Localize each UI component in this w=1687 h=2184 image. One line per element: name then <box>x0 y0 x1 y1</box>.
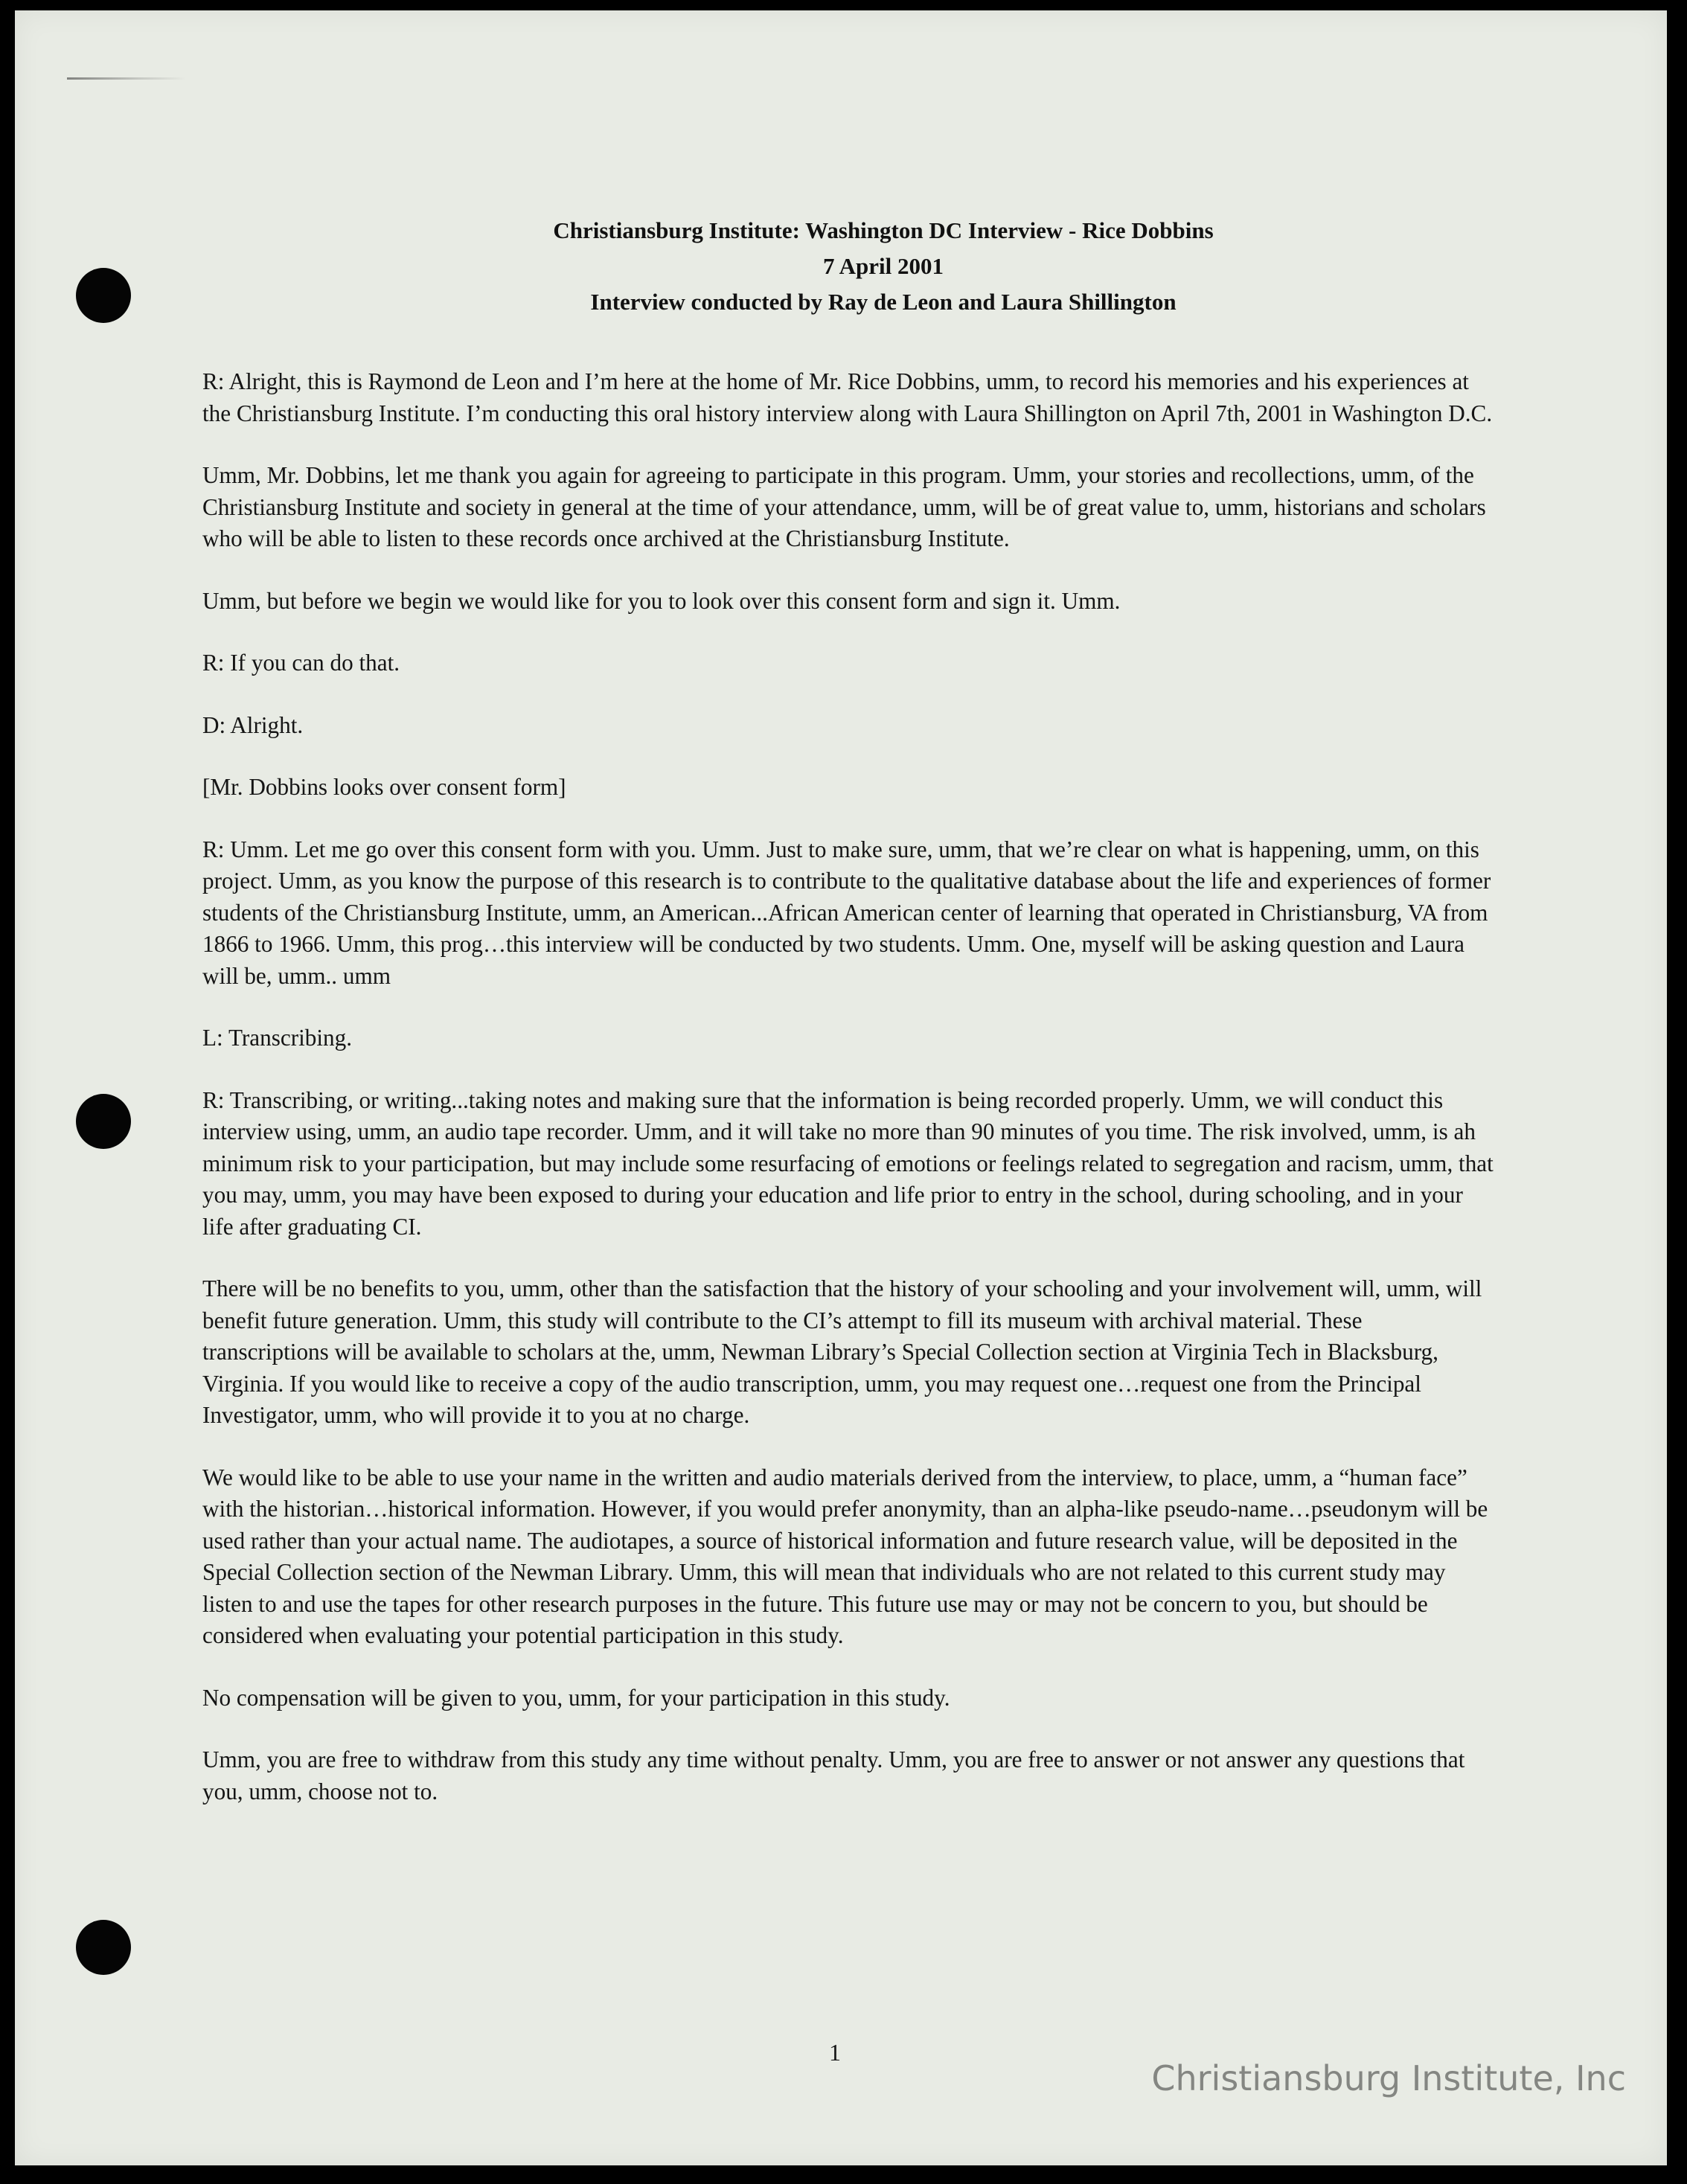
paragraph: Umm, but before we begin we would like for you to look over this consent form and sign it. Umm. <box>202 587 1121 614</box>
paragraph: No compensation will be given to you, umm, for your participation in this study. <box>202 1684 950 1711</box>
paragraph: Umm, you are free to withdraw from this study any time without penalty. Umm, you are free to answer or not answer any questions that you, umm, choose not to. <box>202 1746 1465 1804</box>
paragraph: There will be no benefits to you, umm, other than the satisfaction that the history of your schooling and your involvement will, umm, will benefit future generation. Umm, this study will contribute to the CI’s attempt to fill its museum with archival material. These transcriptions will be available to scholars at the, umm, Newman Library’s Special Collection section at Virginia Tech in Blacksburg, Virginia. If you would like to receive a copy of the audio transcription, umm, you may request one…request one from the Principal Investigator, umm, who will provide it to you at no charge. <box>202 1275 1482 1428</box>
punch-hole-middle <box>76 1094 131 1149</box>
interviewers-line: Interview conducted by Ray de Leon and Laura Shillington <box>590 289 1177 315</box>
paragraph: D: Alright. <box>202 711 304 738</box>
paragraph: R: If you can do that. <box>202 650 400 676</box>
paragraph: R: Transcribing, or writing...taking notes and making sure that the information is being recorded properly. Umm, we will conduct this interview using, umm, an audio tape recorder. Umm, and it will take no more than 90 minutes of you time. The risk involved, umm, is ah minimum risk to your participation, but may include some resurfacing of emotions or feelings related to segregation and racism, umm, that you may, umm, you may have been exposed to during your education and life prior to entry in the school, during schooling, and in your life after graduating CI. <box>202 1086 1494 1240</box>
document-page <box>15 10 1667 2165</box>
punch-hole-bottom <box>76 1920 131 1975</box>
page-number: 1 <box>829 2039 841 2066</box>
pencil-mark <box>67 77 186 80</box>
paragraph: [Mr. Dobbins looks over consent form] <box>202 774 566 800</box>
paragraph: R: Alright, this is Raymond de Leon and I’m here at the home of Mr. Rice Dobbins, umm, to record his memories and his experiences at the Christiansburg Institute. I’m conducting this oral history interview along with Laura Shillington on April 7th, 2001 in Washington D.C. <box>202 368 1493 426</box>
paragraph: L: Transcribing. <box>202 1025 352 1051</box>
transcript-body <box>202 366 1494 1838</box>
document-title: Christiansburg Institute: Washington DC Interview - Rice Dobbins <box>553 217 1214 243</box>
paragraph: We would like to be able to use your name in the written and audio materials derived from the interview, to place, umm, a “human face” with the historian…historical information. However, if you would prefer anonymity, than an alpha-like pseudo-name…pseudonym will be used rather than your actual name. The audiotapes, a source of historical information and future research value, will be deposited in the Special Collection section of the Newman Library. Umm, this will mean that individuals who are not related to this current study may listen to and use the tapes for other research purposes in the future. This future use may or may not be concern to you, but should be considered when evaluating your potential participation in this study. <box>202 1464 1488 1648</box>
paragraph: R: Umm. Let me go over this consent form with you. Umm. Just to make sure, umm, that we’re clear on what is happening, umm, on this project. Umm, as you know the purpose of this research is to contribute to the qualitative database about the life and experiences of former students of the Christiansburg Institute, umm, an American...African American center of learning that operated in Christiansburg, VA from 1866 to 1966. Umm, this prog…this interview will be conducted by two students. Umm. One, myself will be asking question and Laura will be, umm.. umm <box>202 836 1491 989</box>
watermark-text: Christiansburg Institute, Inc <box>1151 2058 1626 2098</box>
document-header <box>15 213 1667 320</box>
paragraph: Umm, Mr. Dobbins, let me thank you again for agreeing to participate in this program. Umm, your stories and recollections, umm, of the Christiansburg Institute and society in general at the time of your attendance, umm, will be of great value to, umm, historians and scholars who will be able to listen to these records once archived at the Christiansburg Institute. <box>202 462 1486 551</box>
interview-date: 7 April 2001 <box>823 253 944 279</box>
